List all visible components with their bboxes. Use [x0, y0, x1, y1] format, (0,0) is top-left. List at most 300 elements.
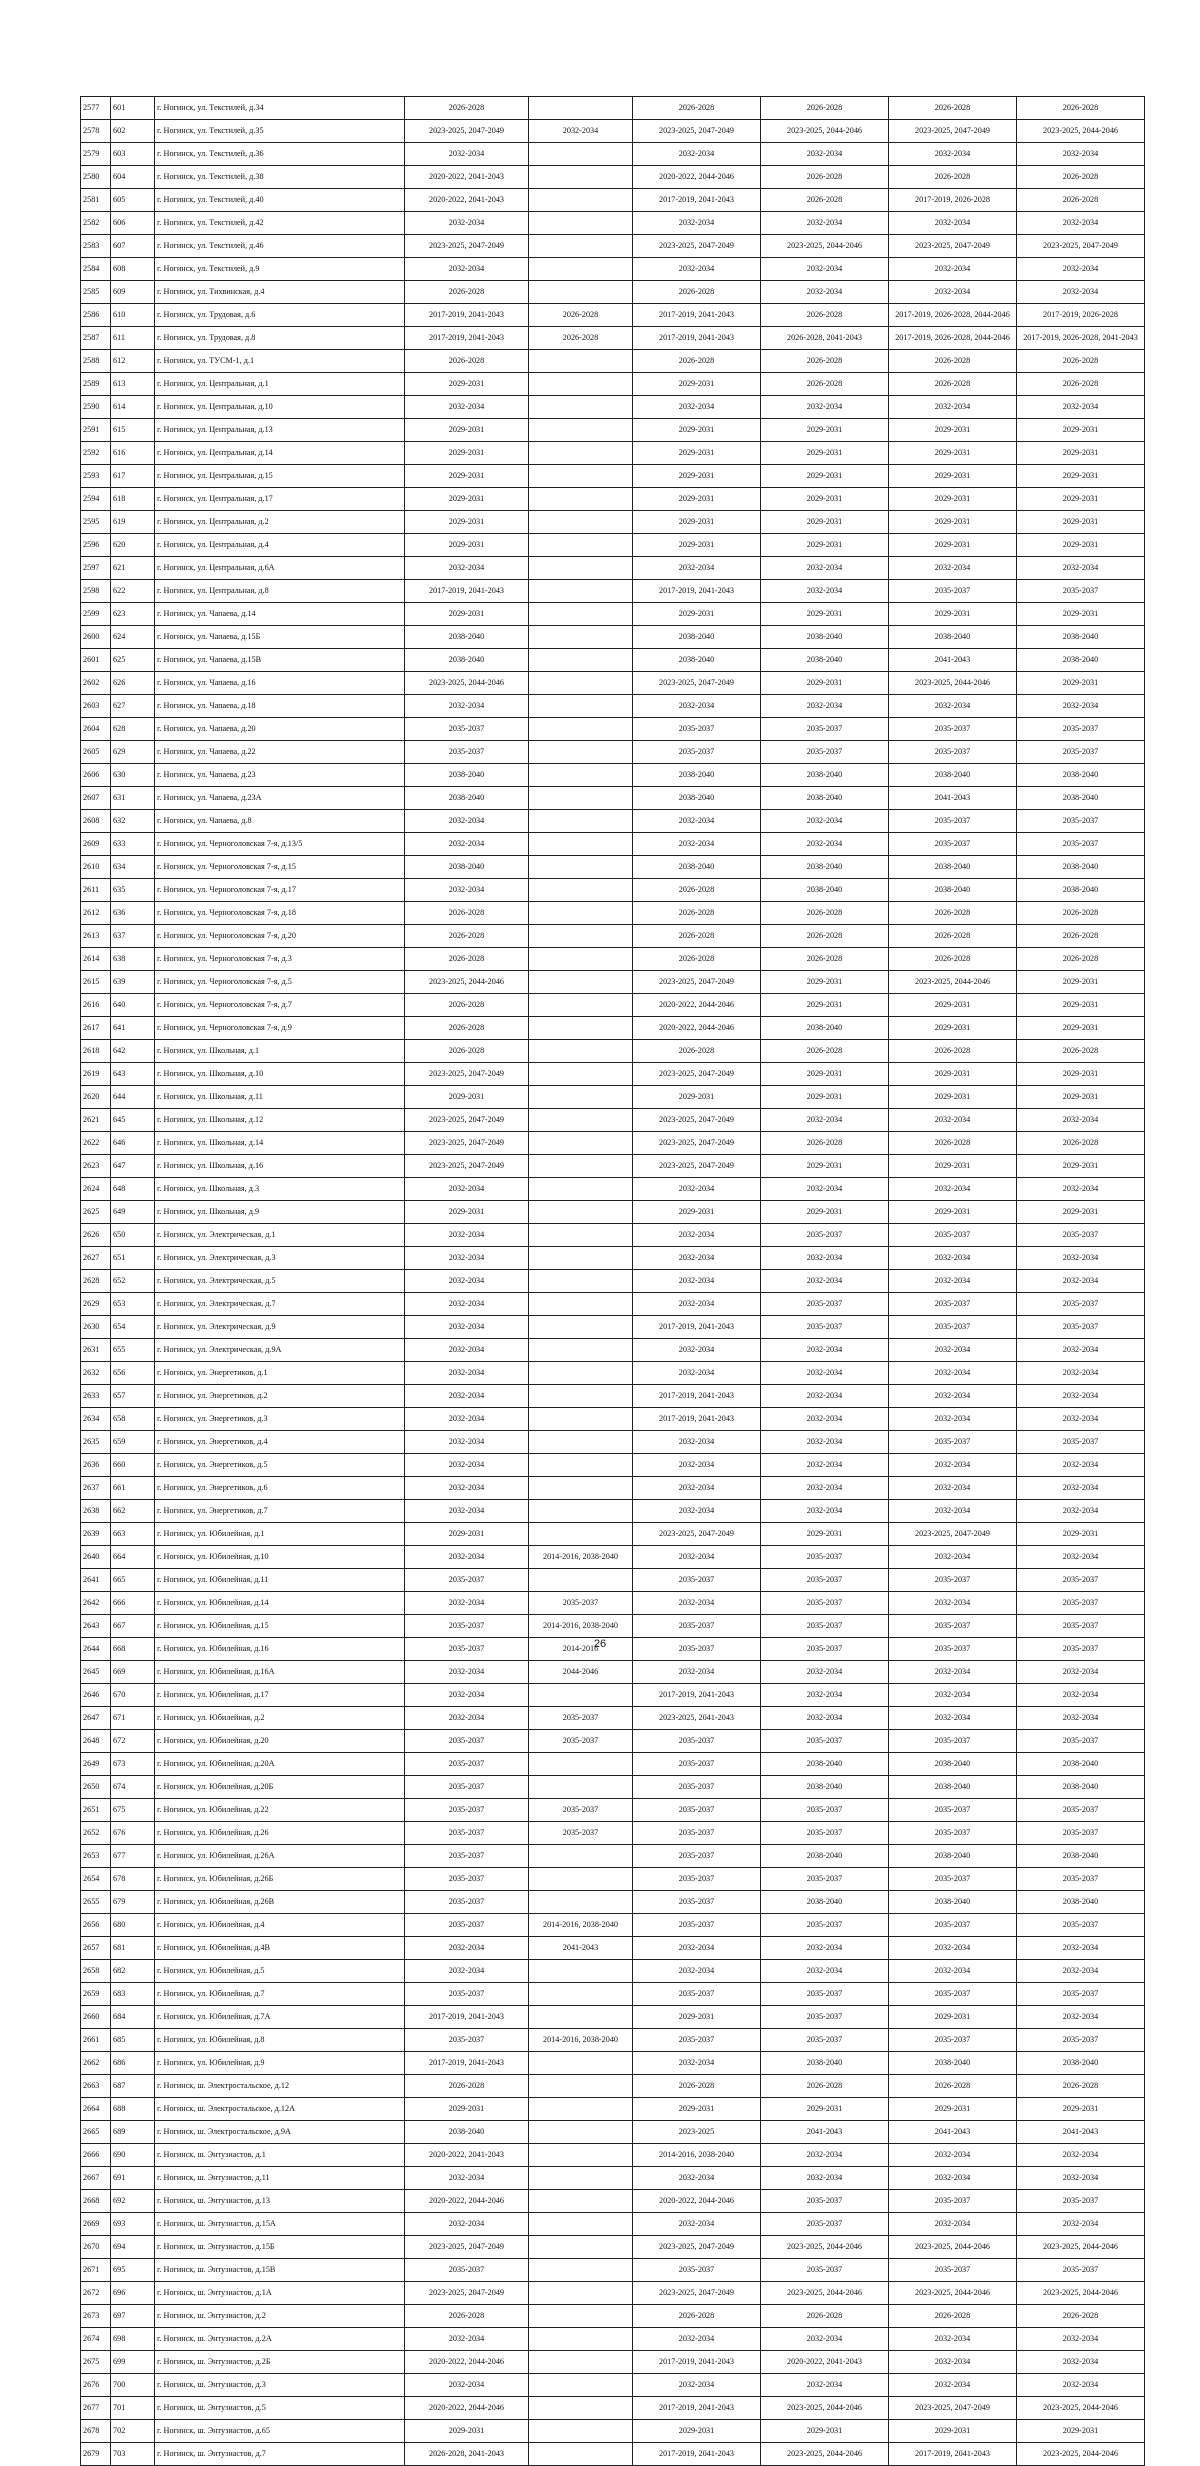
address: г. Ногинск, ул. Текстилей, д.9	[155, 258, 405, 281]
row-number: 2664	[81, 2098, 111, 2121]
period-col-3: 2035-2037	[633, 1822, 761, 1845]
period-col-5: 2029-2031	[889, 1086, 1017, 1109]
period-col-4: 2023-2025, 2044-2046	[761, 2282, 889, 2305]
period-col-6: 2035-2037	[1017, 1914, 1145, 1937]
row-number: 2645	[81, 1661, 111, 1684]
address: г. Ногинск, ул. Центральная, д.14	[155, 442, 405, 465]
period-col-2	[529, 419, 633, 442]
period-col-5: 2029-2031	[889, 1201, 1017, 1224]
period-col-3: 2026-2028	[633, 902, 761, 925]
period-col-5: 2029-2031	[889, 603, 1017, 626]
period-col-1: 2032-2034	[405, 1316, 529, 1339]
period-col-4: 2029-2031	[761, 1155, 889, 1178]
period-col-2	[529, 2305, 633, 2328]
table-row	[81, 1730, 1145, 1753]
period-col-2	[529, 1201, 633, 1224]
sub-number: 670	[111, 1684, 155, 1707]
period-col-1: 2029-2031	[405, 511, 529, 534]
period-col-6: 2017-2019, 2026-2028, 2041-2043	[1017, 327, 1145, 350]
period-col-2	[529, 672, 633, 695]
table-row	[81, 212, 1145, 235]
period-col-6: 2038-2040	[1017, 649, 1145, 672]
period-col-5: 2038-2040	[889, 1891, 1017, 1914]
period-col-6: 2023-2025, 2044-2046	[1017, 2397, 1145, 2420]
period-col-3: 2020-2022, 2044-2046	[633, 166, 761, 189]
period-col-1: 2017-2019, 2041-2043	[405, 2006, 529, 2029]
period-col-2	[529, 2098, 633, 2121]
address: г. Ногинск, ул. Электрическая, д.9А	[155, 1339, 405, 1362]
period-col-3: 2032-2034	[633, 833, 761, 856]
address: г. Ногинск, ул. Центральная, д.8	[155, 580, 405, 603]
address: г. Ногинск, ул. Центральная, д.15	[155, 465, 405, 488]
period-col-3: 2032-2034	[633, 2328, 761, 2351]
sub-number: 686	[111, 2052, 155, 2075]
sub-number: 652	[111, 1270, 155, 1293]
row-number: 2595	[81, 511, 111, 534]
table-row	[81, 1040, 1145, 1063]
address: г. Ногинск, ул. Черноголовская 7-я, д.3	[155, 948, 405, 971]
period-col-6: 2032-2034	[1017, 1937, 1145, 1960]
period-col-6: 2035-2037	[1017, 1615, 1145, 1638]
sub-number: 622	[111, 580, 155, 603]
table-row	[81, 1316, 1145, 1339]
period-col-1: 2029-2031	[405, 1201, 529, 1224]
sub-number: 681	[111, 1937, 155, 1960]
period-col-5: 2035-2037	[889, 718, 1017, 741]
period-col-6: 2026-2028	[1017, 925, 1145, 948]
table-row	[81, 1109, 1145, 1132]
period-col-2	[529, 2006, 633, 2029]
table-row	[81, 1431, 1145, 1454]
table-row	[81, 695, 1145, 718]
row-number: 2637	[81, 1477, 111, 1500]
period-col-3: 2026-2028	[633, 879, 761, 902]
address: г. Ногинск, ш. Энтузиастов, д.7	[155, 2443, 405, 2466]
sub-number: 690	[111, 2144, 155, 2167]
period-col-3: 2032-2034	[633, 1362, 761, 1385]
period-col-6: 2035-2037	[1017, 1799, 1145, 1822]
period-col-6: 2032-2034	[1017, 1500, 1145, 1523]
table-row	[81, 1822, 1145, 1845]
period-col-3: 2038-2040	[633, 626, 761, 649]
period-col-4: 2032-2034	[761, 1362, 889, 1385]
period-col-6: 2026-2028	[1017, 166, 1145, 189]
row-number: 2581	[81, 189, 111, 212]
table-row	[81, 2443, 1145, 2466]
period-col-6: 2038-2040	[1017, 2052, 1145, 2075]
address: г. Ногинск, ул. Электрическая, д.9	[155, 1316, 405, 1339]
row-number: 2676	[81, 2374, 111, 2397]
period-col-2	[529, 1431, 633, 1454]
period-col-3: 2032-2034	[633, 1592, 761, 1615]
table-row	[81, 2075, 1145, 2098]
period-col-2	[529, 2075, 633, 2098]
period-col-3: 2032-2034	[633, 258, 761, 281]
period-col-1: 2029-2031	[405, 603, 529, 626]
address: г. Ногинск, ул. Трудовая, д.8	[155, 327, 405, 350]
row-number: 2634	[81, 1408, 111, 1431]
table-row	[81, 810, 1145, 833]
table-row	[81, 143, 1145, 166]
table-row	[81, 350, 1145, 373]
period-col-6: 2032-2034	[1017, 1661, 1145, 1684]
sub-number: 639	[111, 971, 155, 994]
period-col-4: 2029-2031	[761, 971, 889, 994]
period-col-1: 2023-2025, 2047-2049	[405, 2282, 529, 2305]
period-col-1: 2026-2028	[405, 2305, 529, 2328]
address: г. Ногинск, ш. Энтузиастов, д.2	[155, 2305, 405, 2328]
row-number: 2667	[81, 2167, 111, 2190]
period-col-6: 2029-2031	[1017, 1201, 1145, 1224]
period-col-6: 2026-2028	[1017, 97, 1145, 120]
period-col-3: 2023-2025, 2047-2049	[633, 235, 761, 258]
period-col-4: 2020-2022, 2041-2043	[761, 2351, 889, 2374]
period-col-1: 2023-2025, 2044-2046	[405, 971, 529, 994]
period-col-4: 2035-2037	[761, 1822, 889, 1845]
period-col-4: 2032-2034	[761, 1247, 889, 1270]
period-col-4: 2026-2028	[761, 1040, 889, 1063]
period-col-3: 2032-2034	[633, 1477, 761, 1500]
period-col-5: 2032-2034	[889, 1362, 1017, 1385]
period-col-2	[529, 948, 633, 971]
period-col-3: 2032-2034	[633, 1454, 761, 1477]
period-col-1: 2026-2028, 2041-2043	[405, 2443, 529, 2466]
period-col-1: 2032-2034	[405, 2374, 529, 2397]
period-col-4: 2038-2040	[761, 879, 889, 902]
period-col-1: 2026-2028	[405, 1040, 529, 1063]
sub-number: 701	[111, 2397, 155, 2420]
period-col-1: 2035-2037	[405, 1845, 529, 1868]
row-number: 2596	[81, 534, 111, 557]
table-row	[81, 741, 1145, 764]
period-col-4: 2026-2028	[761, 166, 889, 189]
row-number: 2655	[81, 1891, 111, 1914]
table-row	[81, 1132, 1145, 1155]
period-col-3: 2017-2019, 2041-2043	[633, 189, 761, 212]
row-number: 2669	[81, 2213, 111, 2236]
row-number: 2618	[81, 1040, 111, 1063]
period-col-2	[529, 1293, 633, 1316]
row-number: 2638	[81, 1500, 111, 1523]
period-col-6: 2035-2037	[1017, 1730, 1145, 1753]
period-col-5: 2032-2034	[889, 1707, 1017, 1730]
table-row	[81, 2052, 1145, 2075]
period-col-3: 2032-2034	[633, 1224, 761, 1247]
period-col-5: 2029-2031	[889, 488, 1017, 511]
period-col-2	[529, 442, 633, 465]
period-col-5: 2023-2025, 2047-2049	[889, 120, 1017, 143]
row-number: 2601	[81, 649, 111, 672]
period-col-6: 2035-2037	[1017, 1316, 1145, 1339]
period-col-3: 2023-2025, 2047-2049	[633, 1132, 761, 1155]
period-col-1: 2032-2034	[405, 1362, 529, 1385]
period-col-1: 2032-2034	[405, 695, 529, 718]
row-number: 2597	[81, 557, 111, 580]
period-col-6: 2035-2037	[1017, 741, 1145, 764]
period-col-2	[529, 695, 633, 718]
period-col-2	[529, 580, 633, 603]
period-col-1: 2035-2037	[405, 1799, 529, 1822]
address: г. Ногинск, ул. Центральная, д.1	[155, 373, 405, 396]
table-row	[81, 2328, 1145, 2351]
row-number: 2609	[81, 833, 111, 856]
period-col-1: 2017-2019, 2041-2043	[405, 327, 529, 350]
period-col-3: 2026-2028	[633, 1040, 761, 1063]
period-col-5: 2029-2031	[889, 2098, 1017, 2121]
period-col-2	[529, 764, 633, 787]
period-col-5: 2032-2034	[889, 1109, 1017, 1132]
period-col-6: 2023-2025, 2044-2046	[1017, 2236, 1145, 2259]
period-col-6: 2035-2037	[1017, 1868, 1145, 1891]
period-col-3: 2032-2034	[633, 2167, 761, 2190]
period-col-3: 2026-2028	[633, 925, 761, 948]
period-col-4: 2032-2034	[761, 1937, 889, 1960]
table-row	[81, 1799, 1145, 1822]
period-col-4: 2032-2034	[761, 833, 889, 856]
period-col-2	[529, 235, 633, 258]
row-number: 2666	[81, 2144, 111, 2167]
table-row	[81, 1477, 1145, 1500]
address: г. Ногинск, ул. Чапаева, д.18	[155, 695, 405, 718]
period-col-6: 2032-2034	[1017, 1684, 1145, 1707]
address: г. Ногинск, ул. Юбилейная, д.26А	[155, 1845, 405, 1868]
table-row	[81, 1201, 1145, 1224]
period-col-6: 2035-2037	[1017, 2029, 1145, 2052]
table-row	[81, 833, 1145, 856]
period-col-2	[529, 1500, 633, 1523]
period-col-3: 2032-2034	[633, 212, 761, 235]
period-col-5: 2032-2034	[889, 212, 1017, 235]
period-col-4: 2029-2031	[761, 2420, 889, 2443]
period-col-3: 2035-2037	[633, 2029, 761, 2052]
period-col-5: 2032-2034	[889, 1937, 1017, 1960]
period-col-1: 2035-2037	[405, 741, 529, 764]
period-col-3: 2029-2031	[633, 1201, 761, 1224]
period-col-4: 2032-2034	[761, 1270, 889, 1293]
table-row	[81, 1523, 1145, 1546]
period-col-6: 2029-2031	[1017, 2420, 1145, 2443]
address: г. Ногинск, ул. Школьная, д.9	[155, 1201, 405, 1224]
table-row	[81, 879, 1145, 902]
period-col-4: 2038-2040	[761, 1891, 889, 1914]
period-col-4: 2023-2025, 2044-2046	[761, 235, 889, 258]
period-col-5: 2032-2034	[889, 1684, 1017, 1707]
period-col-5: 2032-2034	[889, 1178, 1017, 1201]
period-col-4: 2035-2037	[761, 1914, 889, 1937]
table-row	[81, 2006, 1145, 2029]
period-col-5: 2035-2037	[889, 1293, 1017, 1316]
address: г. Ногинск, ул. Центральная, д.2	[155, 511, 405, 534]
period-col-1: 2023-2025, 2047-2049	[405, 120, 529, 143]
period-col-4: 2032-2034	[761, 2328, 889, 2351]
period-col-5: 2035-2037	[889, 1316, 1017, 1339]
period-col-4: 2029-2031	[761, 1086, 889, 1109]
period-col-6: 2032-2034	[1017, 557, 1145, 580]
period-col-4: 2032-2034	[761, 1178, 889, 1201]
sub-number: 689	[111, 2121, 155, 2144]
table-row	[81, 718, 1145, 741]
period-col-3: 2023-2025, 2047-2049	[633, 1109, 761, 1132]
table-row	[81, 902, 1145, 925]
period-col-2	[529, 1845, 633, 1868]
period-col-2	[529, 1109, 633, 1132]
period-col-2	[529, 1362, 633, 1385]
period-col-1: 2032-2034	[405, 212, 529, 235]
period-col-1: 2017-2019, 2041-2043	[405, 2052, 529, 2075]
row-number: 2608	[81, 810, 111, 833]
period-col-2	[529, 2351, 633, 2374]
period-col-1: 2035-2037	[405, 1569, 529, 1592]
table-row	[81, 2282, 1145, 2305]
row-number: 2620	[81, 1086, 111, 1109]
period-col-3: 2029-2031	[633, 2006, 761, 2029]
period-col-2	[529, 1155, 633, 1178]
period-col-3: 2017-2019, 2041-2043	[633, 2397, 761, 2420]
period-col-4: 2035-2037	[761, 741, 889, 764]
row-number: 2593	[81, 465, 111, 488]
sub-number: 626	[111, 672, 155, 695]
sub-number: 617	[111, 465, 155, 488]
period-col-5: 2035-2037	[889, 1868, 1017, 1891]
address: г. Ногинск, ш. Энтузиастов, д.3	[155, 2374, 405, 2397]
address: г. Ногинск, ул. Чапаева, д.15В	[155, 649, 405, 672]
period-col-3: 2023-2025, 2047-2049	[633, 672, 761, 695]
row-number: 2670	[81, 2236, 111, 2259]
period-col-2: 2035-2037	[529, 1730, 633, 1753]
period-col-1: 2032-2034	[405, 396, 529, 419]
sub-number: 702	[111, 2420, 155, 2443]
address: г. Ногинск, ул. Энергетиков, д.5	[155, 1454, 405, 1477]
period-col-4: 2029-2031	[761, 442, 889, 465]
period-col-4: 2032-2034	[761, 1109, 889, 1132]
sub-number: 603	[111, 143, 155, 166]
period-col-4: 2032-2034	[761, 1385, 889, 1408]
period-col-5: 2032-2034	[889, 1546, 1017, 1569]
table-row	[81, 488, 1145, 511]
period-col-5: 2026-2028	[889, 1040, 1017, 1063]
row-number: 2671	[81, 2259, 111, 2282]
row-number: 2647	[81, 1707, 111, 1730]
period-col-6: 2029-2031	[1017, 511, 1145, 534]
table-row	[81, 2190, 1145, 2213]
table-row	[81, 1063, 1145, 1086]
table-row	[81, 1408, 1145, 1431]
period-col-3: 2029-2031	[633, 488, 761, 511]
period-col-5: 2032-2034	[889, 2328, 1017, 2351]
period-col-2	[529, 1569, 633, 1592]
period-col-5: 2032-2034	[889, 1477, 1017, 1500]
address: г. Ногинск, ул. Чапаева, д.16	[155, 672, 405, 695]
period-col-1: 2029-2031	[405, 2098, 529, 2121]
period-col-2: 2035-2037	[529, 1822, 633, 1845]
period-col-1: 2038-2040	[405, 626, 529, 649]
period-col-4: 2035-2037	[761, 1868, 889, 1891]
table-row	[81, 511, 1145, 534]
row-number: 2674	[81, 2328, 111, 2351]
sub-number: 646	[111, 1132, 155, 1155]
table-row	[81, 2397, 1145, 2420]
row-number: 2587	[81, 327, 111, 350]
table-row	[81, 994, 1145, 1017]
period-col-5: 2017-2019, 2026-2028, 2044-2046	[889, 304, 1017, 327]
period-col-5: 2029-2031	[889, 1063, 1017, 1086]
period-col-6: 2032-2034	[1017, 1477, 1145, 1500]
period-col-5: 2032-2034	[889, 2144, 1017, 2167]
period-col-6: 2035-2037	[1017, 1592, 1145, 1615]
row-number: 2649	[81, 1753, 111, 1776]
period-col-4: 2023-2025, 2044-2046	[761, 120, 889, 143]
period-col-2	[529, 2167, 633, 2190]
period-col-1: 2035-2037	[405, 1615, 529, 1638]
period-col-5: 2023-2025, 2044-2046	[889, 971, 1017, 994]
row-number: 2585	[81, 281, 111, 304]
period-col-6: 2029-2031	[1017, 2098, 1145, 2121]
period-col-1: 2026-2028	[405, 281, 529, 304]
address: г. Ногинск, ул. Юбилейная, д.22	[155, 1799, 405, 1822]
period-col-1: 2038-2040	[405, 764, 529, 787]
table-row	[81, 1983, 1145, 2006]
sub-number: 636	[111, 902, 155, 925]
period-col-5: 2026-2028	[889, 1132, 1017, 1155]
period-col-5: 2038-2040	[889, 1753, 1017, 1776]
period-col-6: 2032-2034	[1017, 281, 1145, 304]
sub-number: 658	[111, 1408, 155, 1431]
period-col-6: 2029-2031	[1017, 1017, 1145, 1040]
row-number: 2607	[81, 787, 111, 810]
period-col-1: 2032-2034	[405, 1592, 529, 1615]
row-number: 2660	[81, 2006, 111, 2029]
period-col-1: 2026-2028	[405, 1017, 529, 1040]
period-col-3: 2023-2025, 2041-2043	[633, 1707, 761, 1730]
period-col-6: 2035-2037	[1017, 1293, 1145, 1316]
period-col-6: 2038-2040	[1017, 856, 1145, 879]
period-col-3: 2038-2040	[633, 649, 761, 672]
row-number: 2619	[81, 1063, 111, 1086]
address: г. Ногинск, ул. Центральная, д.13	[155, 419, 405, 442]
period-col-1: 2029-2031	[405, 419, 529, 442]
period-col-5: 2035-2037	[889, 580, 1017, 603]
period-col-6: 2029-2031	[1017, 534, 1145, 557]
address: г. Ногинск, ул. Юбилейная, д.20Б	[155, 1776, 405, 1799]
period-col-4: 2026-2028	[761, 1132, 889, 1155]
period-col-5: 2032-2034	[889, 1592, 1017, 1615]
period-col-4: 2035-2037	[761, 1546, 889, 1569]
address: г. Ногинск, ул. Центральная, д.17	[155, 488, 405, 511]
period-col-5: 2029-2031	[889, 2420, 1017, 2443]
period-col-3: 2038-2040	[633, 856, 761, 879]
period-col-5: 2038-2040	[889, 1845, 1017, 1868]
period-col-4: 2029-2031	[761, 603, 889, 626]
address: г. Ногинск, ул. Чапаева, д.23	[155, 764, 405, 787]
sub-number: 642	[111, 1040, 155, 1063]
table-row	[81, 2144, 1145, 2167]
sub-number: 629	[111, 741, 155, 764]
period-col-2	[529, 212, 633, 235]
address: г. Ногинск, ул. Электрическая, д.3	[155, 1247, 405, 1270]
period-col-5: 2038-2040	[889, 879, 1017, 902]
period-col-1: 2032-2034	[405, 879, 529, 902]
row-number: 2643	[81, 1615, 111, 1638]
period-col-6: 2026-2028	[1017, 948, 1145, 971]
period-col-6: 2026-2028	[1017, 902, 1145, 925]
table-row	[81, 1684, 1145, 1707]
table-row	[81, 2098, 1145, 2121]
period-col-4: 2029-2031	[761, 534, 889, 557]
row-number: 2635	[81, 1431, 111, 1454]
table-row	[81, 603, 1145, 626]
period-col-3: 2017-2019, 2041-2043	[633, 1684, 761, 1707]
period-col-5: 2026-2028	[889, 948, 1017, 971]
